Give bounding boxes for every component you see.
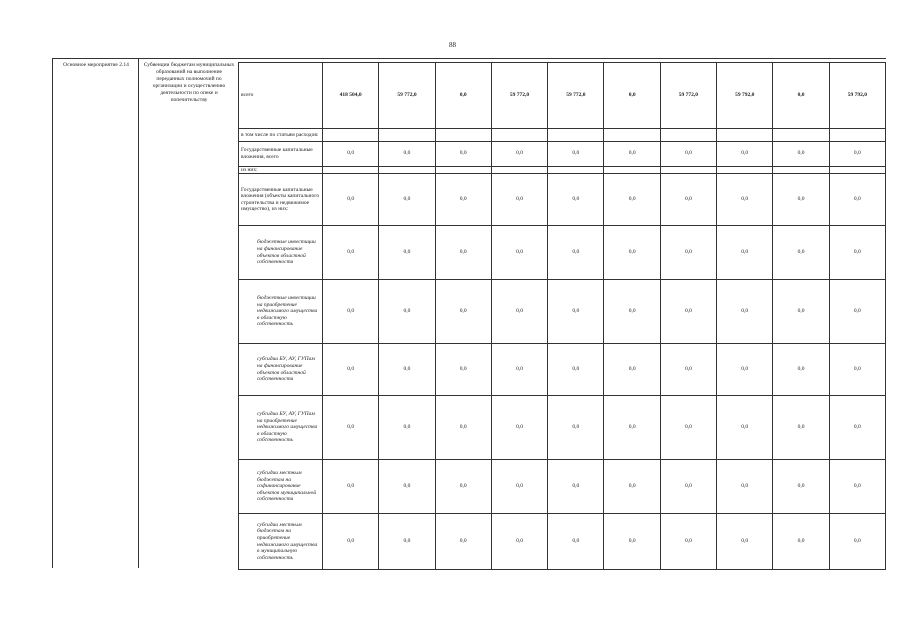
value-cell: 0,0 [717,460,773,514]
value-cell: 0,0 [435,63,491,129]
value-cell: 0,0 [379,226,435,280]
page-number: 88 [449,41,456,49]
value-cell: 0,0 [323,280,379,344]
row-label: всего [239,63,323,129]
value-cell: 0,0 [660,141,716,166]
value-cell: 0,0 [548,141,604,166]
value-cell [548,166,604,174]
row-label: бюджетные инвестиции на финансирование объектов областной собственности [239,226,323,280]
row-label: субсидии БУ, АУ, ГУПам на приобретение недвижимого имущества в областную собственность [239,395,323,459]
value-cell: 0,0 [548,280,604,344]
value-cell: 59 772,0 [660,63,716,129]
value-cell [829,129,885,141]
value-cell: 0,0 [491,226,547,280]
value-cell: 0,0 [829,141,885,166]
value-cell: 0,0 [548,460,604,514]
value-cell: 0,0 [323,514,379,570]
table-row [239,460,886,514]
value-cell: 0,0 [379,344,435,396]
table-row [239,174,886,226]
value-cell: 0,0 [773,280,829,344]
value-cell: 0,0 [491,395,547,459]
value-cell: 0,0 [717,395,773,459]
value-cell: 0,0 [660,395,716,459]
value-cell: 0,0 [773,63,829,129]
value-cell [660,166,716,174]
value-cell: 0,0 [548,395,604,459]
row-label: Государственные капитальные вложения, всего [239,141,323,166]
value-cell: 0,0 [323,395,379,459]
value-cell: 0,0 [491,280,547,344]
value-cell: 59 772,0 [548,63,604,129]
value-cell: 0,0 [660,280,716,344]
value-cell: 0,0 [435,141,491,166]
financing-table [238,62,886,570]
row-label: в том числе по статьям расходов: [239,129,323,141]
value-cell: 0,0 [604,460,660,514]
value-cell: 59 792,0 [717,63,773,129]
value-cell: 418 504,0 [323,63,379,129]
value-cell: 0,0 [829,514,885,570]
value-cell [604,166,660,174]
value-cell: 0,0 [829,226,885,280]
value-cell: 0,0 [491,141,547,166]
value-cell: 0,0 [773,344,829,396]
value-cell: 0,0 [660,174,716,226]
value-cell: 0,0 [773,226,829,280]
subsidy-label: Субвенции бюджетам муниципальных образований на выполнение переданных полномочий по организации и осуществлению деятельности по опеке и попечительству [143,62,235,103]
value-cell [829,166,885,174]
row-label: субсидии местным бюджетам на софинансирование объектов муниципальной собственности [239,460,323,514]
value-cell: 0,0 [829,395,885,459]
value-cell: 0,0 [491,514,547,570]
value-cell: 0,0 [773,395,829,459]
value-cell: 0,0 [717,280,773,344]
value-cell: 0,0 [379,141,435,166]
table-row [239,395,886,459]
value-cell: 0,0 [660,514,716,570]
value-cell: 0,0 [323,226,379,280]
table-row [239,63,886,129]
value-cell: 0,0 [829,174,885,226]
value-cell: 0,0 [491,174,547,226]
table-row [239,280,886,344]
value-cell: 0,0 [604,344,660,396]
row-label: бюджетные инвестиции на приобретение недвижимого имущества в областную собственность [239,280,323,344]
row-label: субсидии БУ, АУ, ГУПам на финансирование объектов областной собственности [239,344,323,396]
value-cell [604,129,660,141]
value-cell: 0,0 [435,514,491,570]
table-row [239,344,886,396]
value-cell: 0,0 [660,344,716,396]
value-cell: 0,0 [548,174,604,226]
value-cell: 59 772,0 [379,63,435,129]
row-label: из них: [239,166,323,174]
table-row [239,514,886,570]
value-cell: 0,0 [323,344,379,396]
measure-label: Основное мероприятие 2.14 [63,62,129,68]
value-cell: 0,0 [435,395,491,459]
value-cell [773,166,829,174]
row-label: Государственные капитальные вложения (объекты капитального строительства и недвижимое имущество), из них: [239,174,323,226]
value-cell: 0,0 [435,344,491,396]
value-cell: 0,0 [548,226,604,280]
value-cell: 0,0 [323,174,379,226]
value-cell: 0,0 [435,226,491,280]
value-cell [717,129,773,141]
value-cell: 0,0 [773,141,829,166]
value-cell [379,129,435,141]
value-cell: 0,0 [717,141,773,166]
row-label: субсидии местным бюджетам на приобретение недвижимого имущества в муниципальную собственность [239,514,323,570]
value-cell [660,129,716,141]
table-row [239,129,886,141]
value-cell: 0,0 [717,174,773,226]
value-cell: 59 792,0 [829,63,885,129]
value-cell [773,129,829,141]
value-cell: 0,0 [491,460,547,514]
value-cell [435,166,491,174]
value-cell: 59 772,0 [491,63,547,129]
value-cell: 0,0 [379,174,435,226]
value-cell: 0,0 [717,514,773,570]
value-cell: 0,0 [491,344,547,396]
value-cell: 0,0 [660,226,716,280]
table-row [239,141,886,166]
value-cell [717,166,773,174]
value-cell: 0,0 [435,460,491,514]
value-cell: 0,0 [604,280,660,344]
value-cell: 0,0 [548,514,604,570]
value-cell [323,166,379,174]
value-cell: 0,0 [829,344,885,396]
value-cell: 0,0 [717,226,773,280]
value-cell: 0,0 [379,280,435,344]
table-row [239,226,886,280]
value-cell: 0,0 [660,460,716,514]
table-row [239,166,886,174]
value-cell: 0,0 [323,460,379,514]
value-cell: 0,0 [604,174,660,226]
value-cell: 0,0 [773,514,829,570]
value-cell [548,129,604,141]
value-cell: 0,0 [717,344,773,396]
value-cell: 0,0 [829,460,885,514]
value-cell [491,166,547,174]
value-cell: 0,0 [604,514,660,570]
value-cell: 0,0 [604,141,660,166]
value-cell: 0,0 [379,395,435,459]
measure-column [52,58,139,568]
value-cell [491,129,547,141]
value-cell: 0,0 [435,280,491,344]
value-cell: 0,0 [604,395,660,459]
value-cell: 0,0 [604,63,660,129]
value-cell: 0,0 [379,514,435,570]
value-cell: 0,0 [773,460,829,514]
value-cell: 0,0 [379,460,435,514]
value-cell: 0,0 [548,344,604,396]
value-cell [323,129,379,141]
value-cell [379,166,435,174]
subsidy-column [138,58,239,568]
value-cell: 0,0 [435,174,491,226]
value-cell: 0,0 [829,280,885,344]
value-cell [435,129,491,141]
value-cell: 0,0 [604,226,660,280]
value-cell: 0,0 [773,174,829,226]
value-cell: 0,0 [323,141,379,166]
